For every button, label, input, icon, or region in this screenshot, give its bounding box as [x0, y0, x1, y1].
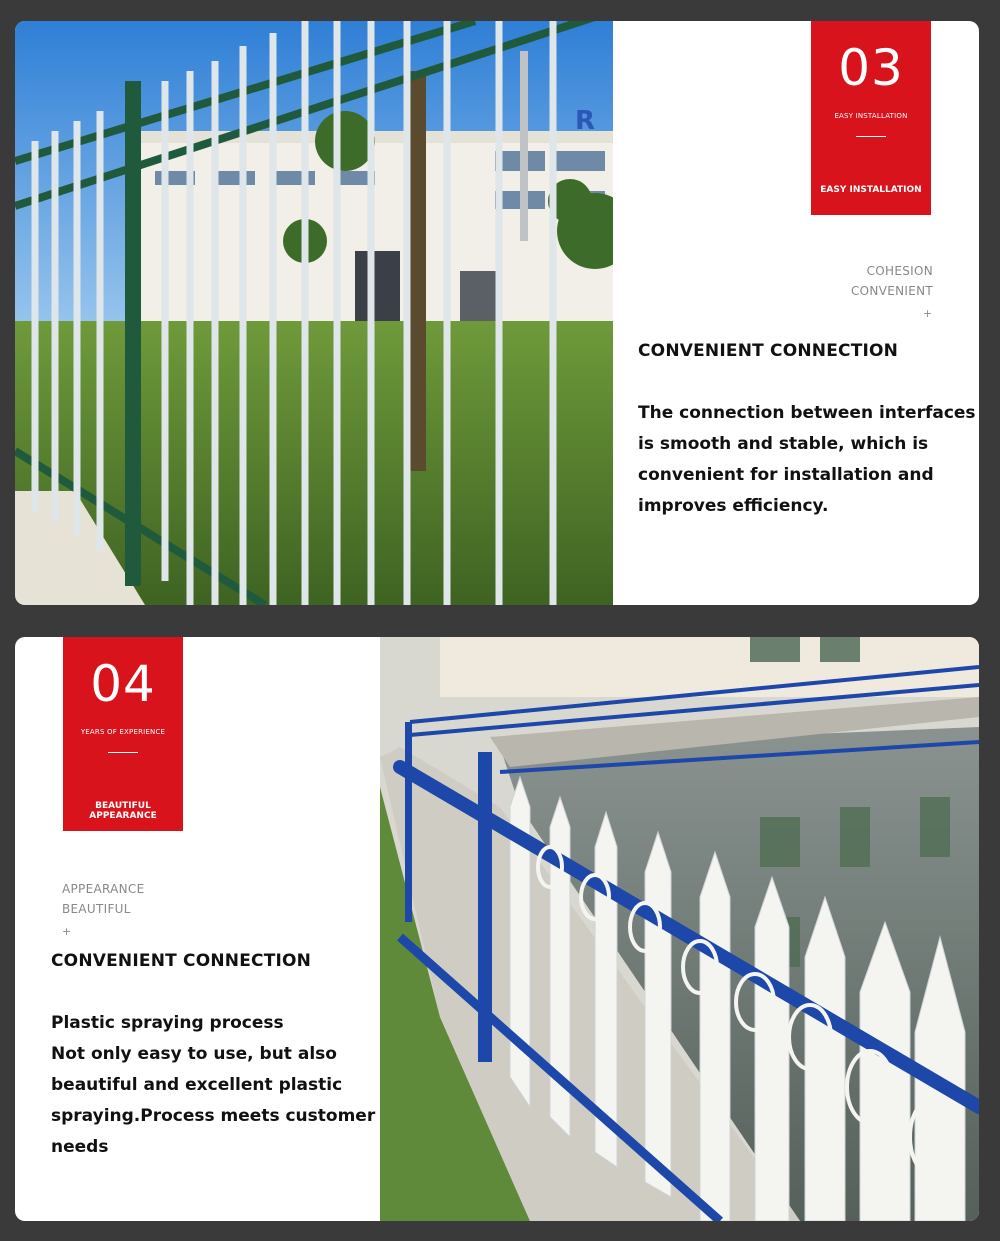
feature-number-badge: [811, 21, 931, 215]
feature-description: [51, 1008, 375, 1163]
badge-divider: [108, 752, 138, 753]
description-line: needs: [51, 1137, 109, 1157]
badge-divider: [856, 136, 886, 137]
description-line: improves efficiency.: [638, 496, 829, 516]
badge-subtitle: EASY INSTALLATION: [834, 112, 908, 120]
plus-icon: +: [62, 925, 72, 938]
badge-subtitle: YEARS OF EXPERIENCE: [80, 728, 166, 736]
plus-icon: +: [923, 307, 933, 320]
feature-description: [638, 398, 976, 522]
feature-heading: CONVENIENT CONNECTION: [638, 341, 899, 361]
svg-text:R: R: [575, 106, 596, 136]
feature-number-badge: [63, 637, 183, 831]
description-line: The connection between interfaces: [638, 403, 976, 423]
tagline-line-1: APPEARANCE: [62, 882, 145, 896]
description-line: Plastic spraying process: [51, 1013, 284, 1033]
description-line: Not only easy to use, but also: [51, 1044, 337, 1064]
blue-white-fence-photo: [380, 637, 979, 1221]
description-line: is smooth and stable, which is: [638, 434, 929, 454]
badge-number: 03: [838, 39, 904, 97]
tagline-line-2: BEAUTIFUL: [62, 902, 131, 916]
description-line: beautiful and excellent plastic: [51, 1075, 343, 1095]
tagline-line-1: COHESION: [866, 264, 933, 278]
feature-tagline: [62, 879, 144, 919]
green-fence-photo: [15, 21, 613, 605]
feature-heading: CONVENIENT CONNECTION: [51, 951, 312, 971]
badge-number: 04: [90, 655, 156, 713]
feature-card-appearance: [15, 637, 979, 1221]
badge-footer: BEAUTIFUL APPEARANCE: [89, 801, 157, 821]
badge-footer: EASY INSTALLATION: [820, 185, 922, 195]
tagline-line-2: CONVENIENT: [851, 284, 933, 298]
description-line: convenient for installation and: [638, 465, 934, 485]
feature-tagline: [845, 261, 933, 301]
feature-card-installation: [15, 21, 979, 605]
description-line: spraying.Process meets customer: [51, 1106, 376, 1126]
